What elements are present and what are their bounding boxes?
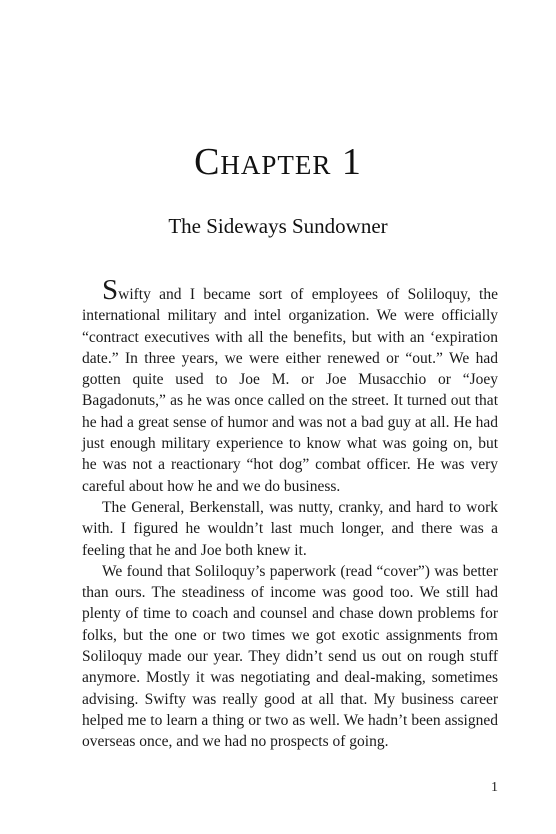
paragraph-2: The General, Berkenstall, was nutty, cranky, and hard to work with. I figured he wouldn’t last much longer, and there was a feeling that he and Joe both knew it. xyxy=(82,498,498,559)
paragraph-1 xyxy=(82,274,498,497)
page-number: 1 xyxy=(491,780,498,795)
chapter-title: The Sideways Sundowner xyxy=(168,214,388,238)
paragraph-3: We found that Soliloquy’s paperwork (read “cover”) was better than ours. The steadiness of income was good too. We still had plenty of time to coach and counsel and chase down problems for folks, but the one or two times we got exotic assignments from Soliloquy made our year. They didn’t send us out on rough stuff anymore. Mostly it was negotiating and deal-making, sometimes advising. Swifty was really good at all that. My business career helped me to learn a thing or two as well. We hadn’t been assigned overseas once, and we had no prospects of going. xyxy=(82,562,498,751)
chapter-label: Chapter 1 xyxy=(194,141,362,183)
paragraph-1-text: wifty and I became sort of employees of Soliloquy, the international military and intel organization. We were officially “contract executives with all the benefits, but with an ‘expiration date.” In three years, we were either renewed or “out.” We had gotten quite used to Joe M. or Joe Musacchio or “Joey Bagadonuts,” as he was once called on the street. It turned out that he had a great sense of humor and was not a bad guy at all. He had just enough military experience to know what was going on, but he was not a reactionary “hot dog” combat officer. He was very careful about how he and we do business. xyxy=(82,286,498,495)
drop-cap-letter: S xyxy=(102,274,119,306)
chapter-body xyxy=(82,274,498,753)
chapter-heading xyxy=(0,140,556,184)
